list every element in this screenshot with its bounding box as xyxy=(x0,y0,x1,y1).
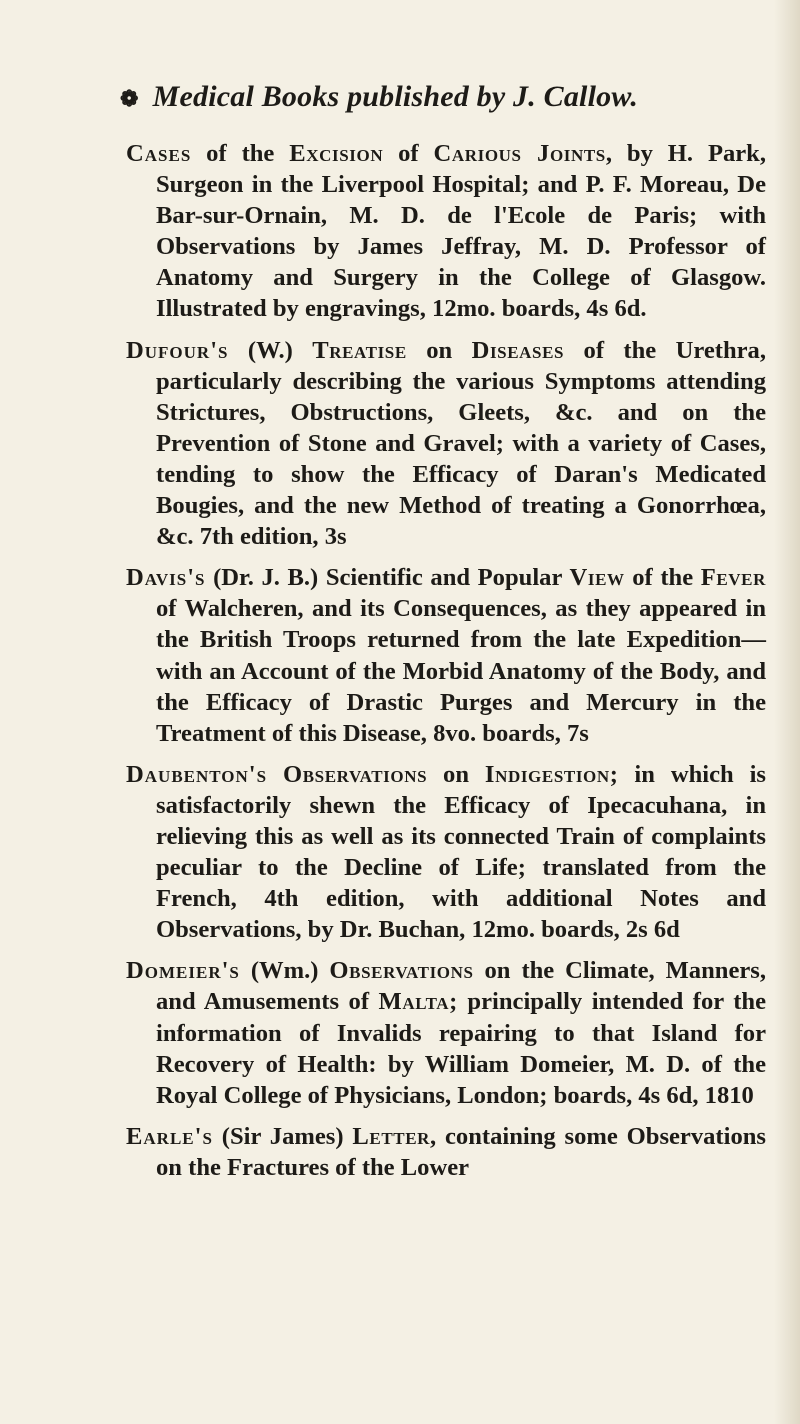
entry-text: on xyxy=(427,760,485,788)
entry-text: , containing some Observations on the Fractures of the Lower xyxy=(156,1122,767,1181)
entry-body: of the Urethra, particularly describing the various Symptoms attending Strictures, Obstructions, Gleets, &c. and on the Prevention of Stone and Gravel; with a variety of Cases, tending to show the Efficacy of Daran's Medicated Bougies, and the new Method of treating a Gonorrhœa, &c. 7th edition, 3s xyxy=(156,336,766,551)
entry-title-term: Indigestion; xyxy=(484,760,619,788)
entry-body: in which is satisfactorily shewn the Efficacy of Ipecacuhana, in relieving this as well as its connected Train of complaints peculiar to the Decline of Life; translated from the French, 4th edition, with additional Notes and Observations, by Dr. Buchan, 12mo. boards, 2s 6d xyxy=(156,760,766,944)
catalogue-entry xyxy=(126,759,766,946)
entry-text: on xyxy=(406,336,472,364)
running-header xyxy=(120,80,740,114)
catalogue-entry xyxy=(126,955,766,1110)
entry-author: Dufour's xyxy=(126,336,229,364)
entry-text: of the xyxy=(191,140,290,167)
entry-text: (Sir James) xyxy=(212,1122,353,1150)
entry-title-term: Carious Joints xyxy=(433,140,606,167)
entry-title-term: Treatise xyxy=(312,336,407,364)
entry-body: principally intended for the information of Invalids repairing to that Island for Recovery of Health: by William Domeier, M. D. of the Royal College of Physicians, London; boards, 4s 6d, 1810 xyxy=(156,988,766,1109)
page-edge-shadow xyxy=(774,0,800,1424)
entry-title-term: Observations xyxy=(329,957,474,985)
entry-title-term: Observations xyxy=(283,760,428,788)
entry-text: of the xyxy=(624,564,701,592)
catalogue-entry xyxy=(126,1121,766,1183)
entry-title-term: View xyxy=(569,564,625,592)
header-title: Medical Books published by J. Callow. xyxy=(152,80,639,113)
entry-title-term: Fever xyxy=(700,564,766,592)
entry-text xyxy=(267,761,283,788)
entry-body: , by H. Park, Surgeon in the Liverpool Hospital; and P. F. Moreau, De Bar-sur-Ornain, M. D. de l'Ecole de Paris; with Observations by James Jeffray, M. D. Professor of Anatomy and Surgery in the College of Glasgow. Illustrated by engravings, 12mo. boards, 4s 6d. xyxy=(156,140,767,323)
catalogue-entry xyxy=(126,138,766,325)
entry-author: Cases xyxy=(126,140,192,167)
entry-author: Domeier's xyxy=(126,957,240,985)
entry-title-term: Letter xyxy=(352,1122,431,1150)
ornament-icon: ❁ xyxy=(120,86,139,111)
entry-text: (Dr. J. B.) Scientific and Popular xyxy=(205,564,570,592)
entry-text: (Wm.) xyxy=(239,957,330,985)
entry-text: on the Climate, Manners, and Amusements of xyxy=(156,957,767,1016)
entry-text: of xyxy=(383,140,434,167)
entry-author: Earle's xyxy=(126,1122,213,1150)
entry-author: Daubenton's xyxy=(126,760,268,788)
entry-title-term: Diseases xyxy=(471,336,565,364)
entry-author: Davis's xyxy=(126,564,206,592)
catalogue-entry xyxy=(126,335,766,553)
catalogue-entry xyxy=(126,562,766,749)
catalogue-entries xyxy=(126,138,766,1183)
entry-body: of Walcheren, and its Consequences, as they appeared in the British Troops returned from the late Expedition—with an Account of the Morbid Anatomy of the Body, and the Efficacy of Drastic Purges and Mercury in the Treatment of this Disease, 8vo. boards, 7s xyxy=(156,595,766,747)
entry-title-term: Excision xyxy=(289,140,384,167)
entry-title-term: Malta; xyxy=(378,988,458,1016)
entry-text: (W.) xyxy=(228,336,313,364)
